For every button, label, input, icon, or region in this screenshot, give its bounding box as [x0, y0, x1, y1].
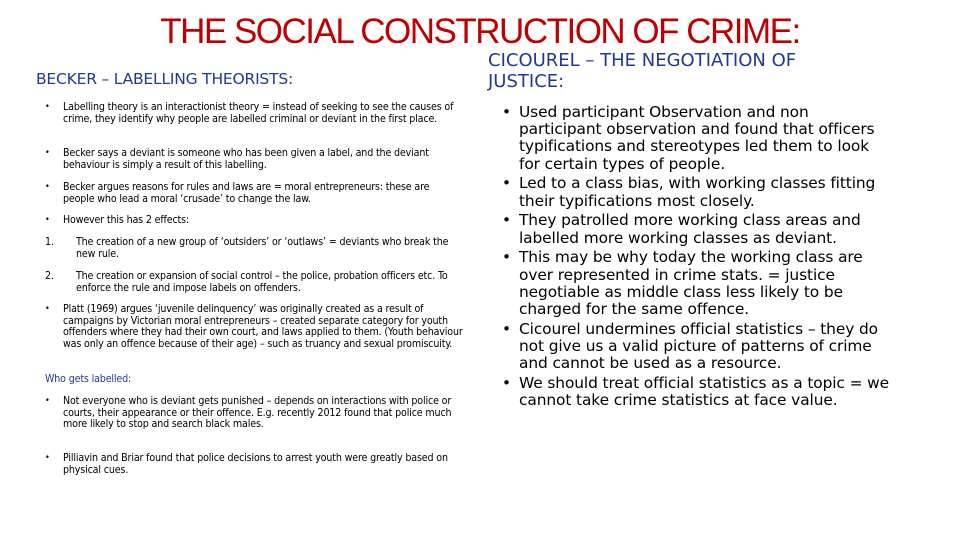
cicourel-heading: CICOUREL – THE NEGOTIATION OF JUSTICE:: [488, 50, 797, 92]
who-gets-labelled-heading: Who gets labelled:: [45, 373, 132, 385]
list-item: [502, 175, 892, 209]
patrolled-areas-text: They patrolled more working class areas and labelled more working classes as deviant.: [519, 211, 861, 247]
list-item: [36, 215, 460, 227]
list-item: [36, 182, 460, 205]
becker-heading: BECKER – LABELLING THEORISTS:: [36, 70, 294, 88]
platt-text: Platt (1969) argues ‘juvenile delinquency’ was originally created as a result of campaigns by Victorian moral entrepreneurs – created separate category for youth offenders where they had their own court, and laws applied to them. (Youth behaviour was only an offence because of their age) – such as truancy and sexual promiscuity.: [63, 303, 463, 350]
list-item: [502, 104, 892, 173]
list-item: [502, 249, 892, 318]
bullet-icon: •: [502, 174, 511, 193]
moral-entrepreneurs-text: Becker argues reasons for rules and laws are = moral entrepreneurs: these are people who lead a moral ‘crusade’ to change the law.: [63, 181, 430, 205]
list-item: [36, 453, 460, 476]
undermines-statistics-text: Cicourel undermines official statistics – they do not give us a valid picture of patterns of crime and cannot be used as a resource.: [519, 319, 878, 373]
list-item: [502, 321, 892, 373]
bullet-icon: •: [502, 103, 511, 121]
bullet-icon: •: [502, 248, 511, 267]
becker-deviant-text: Becker says a deviant is someone who has been given a label, and the deviant behaviour is simply a result of this labelling.: [63, 147, 429, 171]
list-item: [502, 212, 892, 246]
list-item: [502, 375, 892, 409]
pilliavin-briar-text: Pilliavin and Briar found that police decisions to arrest youth were greatly based on physical cues.: [63, 452, 448, 476]
bullet-icon: •: [45, 453, 50, 463]
bullet-icon: •: [45, 396, 50, 406]
participant-observation-text: Used participant Observation and non participant observation and found that officers typifications and stereotypes led them to look for certain types of people.: [519, 103, 875, 173]
numbered-item: [36, 237, 460, 260]
list-item: [36, 304, 466, 350]
bullet-icon: •: [502, 319, 511, 338]
effect-outsiders-text: The creation of a new group of ‘outsiders’ or ‘outlaws’ = deviants who break the new rule.: [76, 236, 449, 260]
two-effects-text: However this has 2 effects:: [63, 214, 190, 226]
numbered-item: [36, 271, 460, 294]
bullet-icon: •: [45, 304, 50, 314]
bullet-icon: •: [45, 182, 50, 192]
effect-social-control-text: The creation or expansion of social control – the police, probation officers etc. To enforce the rule and impose labels on offenders.: [76, 270, 448, 294]
bullet-icon: •: [502, 374, 511, 393]
item-number: 1.: [45, 236, 54, 248]
list-item: [36, 102, 460, 125]
cicourel-list: [502, 104, 892, 412]
list-item: [36, 148, 460, 171]
over-represented-text: This may be why today the working class are over represented in crime stats. = justice negotiable as middle class less likely to be charged for the same offence.: [519, 248, 863, 319]
bullet-icon: •: [502, 211, 511, 230]
statistics-as-topic-text: We should treat official statistics as a topic = we cannot take crime statistics at face value.: [519, 374, 890, 410]
class-bias-text: Led to a class bias, with working classes fitting their typifications most closely.: [519, 174, 876, 210]
not-everyone-punished-text: Not everyone who is deviant gets punished – depends on interactions with police or courts, their appearance or their offence. E.g. recently 2012 found that police much more likely to stop and search black males.: [63, 395, 452, 431]
item-number: 2.: [45, 270, 54, 282]
list-item: [36, 396, 466, 431]
bullet-icon: •: [45, 148, 50, 158]
slide-title: THE SOCIAL CONSTRUCTION OF CRIME:: [160, 12, 800, 51]
bullet-icon: •: [45, 102, 50, 112]
bullet-icon: •: [45, 215, 50, 225]
labelling-theory-text: Labelling theory is an interactionist theory = instead of seeking to see the causes of crime, they identify why people are labelled criminal or deviant in the first place.: [63, 101, 454, 125]
